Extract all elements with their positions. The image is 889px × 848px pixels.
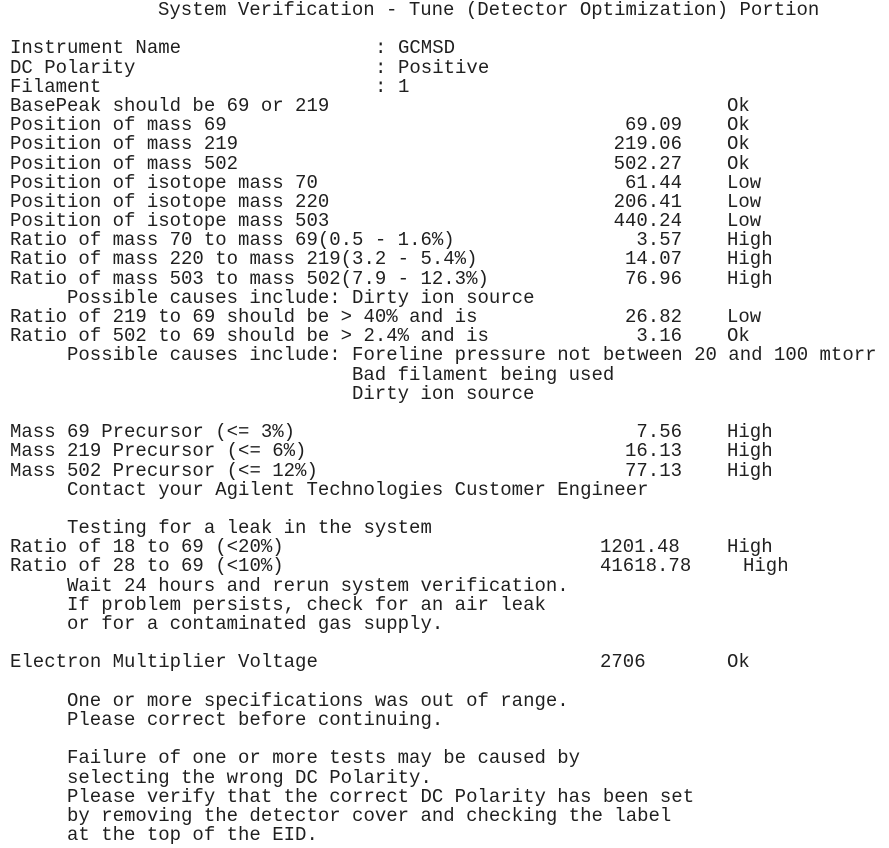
test-label: Electron Multiplier Voltage <box>10 651 318 674</box>
test-label: Ratio of mass 220 to mass 219(3.2 - 5.4%) <box>10 248 478 271</box>
note-correct-before-continuing <box>0 708 889 731</box>
test-value: 61.44 <box>624 171 682 194</box>
test-value: 41618.78 <box>600 555 692 578</box>
note-possible-causes-abundance <box>0 346 889 365</box>
test-label: Mass 219 Precursor (<= 6%) <box>10 440 307 463</box>
header-value: 1 <box>398 75 410 98</box>
note-text: Wait 24 hours and rerun system verification. <box>67 574 569 597</box>
test-status: Ok <box>727 651 750 674</box>
header-value: GCMSD <box>398 37 456 60</box>
test-status: Low <box>727 306 762 328</box>
test-value: 26.82 <box>624 306 682 328</box>
test-status: High <box>727 229 773 252</box>
test-row-mass-219-precursor <box>0 442 889 461</box>
header-row-dc-polarity <box>0 56 889 79</box>
colon-separator: : <box>375 75 387 98</box>
test-label: Position of mass 219 <box>10 133 239 156</box>
note-text: by removing the detector cover and checking the label <box>67 804 672 827</box>
test-status: Low <box>727 171 762 194</box>
test-status: Low <box>727 190 762 213</box>
test-label: Ratio of 502 to 69 should be > 2.4% and is <box>10 325 489 348</box>
test-value: 69.09 <box>624 114 682 137</box>
test-label: Ratio of 28 to 69 (<10%) <box>10 555 284 578</box>
test-value: 76.96 <box>624 267 682 290</box>
test-label: Mass 502 Precursor (<= 12%) <box>10 459 318 482</box>
note-text: Possible causes include: Dirty ion source <box>67 286 535 309</box>
test-label: Ratio of mass 70 to mass 69(0.5 - 1.6%) <box>10 229 455 252</box>
test-status: High <box>727 440 773 463</box>
test-value: 16.13 <box>624 440 682 463</box>
colon-separator: : <box>375 56 387 79</box>
note-text: selecting the wrong DC Polarity. <box>67 766 432 789</box>
test-value: 77.13 <box>624 459 682 482</box>
test-label: Mass 69 Precursor (<= 3%) <box>10 421 296 444</box>
test-value: 2706 <box>600 651 646 674</box>
note-text: If problem persists, check for an air leak <box>67 593 546 616</box>
note-text: Contact your Agilent Technologies Customer Engineer <box>67 478 649 501</box>
note-text: at the top of the EID. <box>67 824 318 847</box>
header-label: Instrument Name <box>10 37 182 60</box>
test-value: 440.24 <box>613 210 682 233</box>
test-status: High <box>727 459 773 482</box>
test-label: Ratio of 219 to 69 should be > 40% and is <box>10 306 478 328</box>
header-row-instrument-name <box>0 39 889 58</box>
test-value: 1201.48 <box>600 536 680 559</box>
test-status: High <box>727 248 773 271</box>
note-cause-bad-filament <box>0 363 889 386</box>
note-contact-engineer <box>0 478 889 501</box>
note-text: Testing for a leak in the system <box>67 517 432 540</box>
test-row-ratio-503-502 <box>0 267 889 290</box>
test-value: 14.07 <box>624 248 682 271</box>
test-label: Position of isotope mass 220 <box>10 190 330 213</box>
note-polarity-warning-3 <box>0 785 889 808</box>
note-text: Please correct before continuing. <box>67 708 444 731</box>
test-value: 219.06 <box>613 133 682 156</box>
test-label: Ratio of mass 503 to mass 502(7.9 - 12.3%) <box>10 267 489 290</box>
blank-line <box>0 673 889 692</box>
colon-separator: : <box>375 37 387 60</box>
test-label: BasePeak should be 69 or 219 <box>10 94 330 117</box>
test-status: Ok <box>727 152 750 175</box>
test-row-isotope-mass-70 <box>0 171 889 194</box>
note-leak-action-wait <box>0 574 889 597</box>
test-status: Ok <box>727 114 750 137</box>
header-label: Filament <box>10 75 102 98</box>
test-label: Position of mass 502 <box>10 152 239 175</box>
note-text: Failure of one or more tests may be caused by <box>67 747 581 770</box>
test-label: Position of isotope mass 503 <box>10 210 330 233</box>
note-leak-action-gas-supply <box>0 615 889 634</box>
report-title-line <box>0 1 889 20</box>
test-row-electron-multiplier-voltage <box>0 653 889 672</box>
test-label: Ratio of 18 to 69 (<20%) <box>10 536 284 559</box>
test-value: 7.56 <box>636 421 682 444</box>
test-label: Position of isotope mass 70 <box>10 171 318 194</box>
note-polarity-warning-1 <box>0 749 889 768</box>
note-text: Dirty ion source <box>352 382 535 405</box>
note-polarity-warning-2 <box>0 766 889 789</box>
test-status: High <box>727 421 773 444</box>
page-title: System Verification - Tune (Detector Optimization) Portion <box>158 0 820 21</box>
test-status: High <box>743 555 789 578</box>
test-status: High <box>727 536 773 559</box>
test-row-ratio-220-219 <box>0 250 889 269</box>
test-status: Ok <box>727 325 750 348</box>
test-value: 3.16 <box>636 325 682 348</box>
note-polarity-warning-5 <box>0 826 889 845</box>
header-value: Positive <box>398 56 490 79</box>
note-text: or for a contaminated gas supply. <box>67 613 444 635</box>
test-status: High <box>727 267 773 290</box>
note-text: One or more specifications was out of range. <box>67 689 569 712</box>
test-value: 206.41 <box>613 190 682 213</box>
note-cause-dirty-ion-source <box>0 382 889 405</box>
tune-report <box>0 1 889 845</box>
note-text: Possible causes include: Foreline pressure not between 20 and 100 mtorr <box>67 344 877 367</box>
note-text: Bad filament being used <box>352 363 615 386</box>
test-row-mass-502-precursor <box>0 459 889 482</box>
test-value: 3.57 <box>636 229 682 252</box>
test-label: Position of mass 69 <box>10 114 227 137</box>
header-label: DC Polarity <box>10 56 136 79</box>
test-row-position-mass-502 <box>0 152 889 175</box>
test-status: Ok <box>727 94 750 117</box>
test-row-ratio-28-69 <box>0 557 889 576</box>
test-value: 502.27 <box>613 152 682 175</box>
test-status: Low <box>727 210 762 233</box>
test-status: Ok <box>727 133 750 156</box>
note-text: Please verify that the correct DC Polarity has been set <box>67 785 695 808</box>
test-row-position-mass-219 <box>0 135 889 154</box>
